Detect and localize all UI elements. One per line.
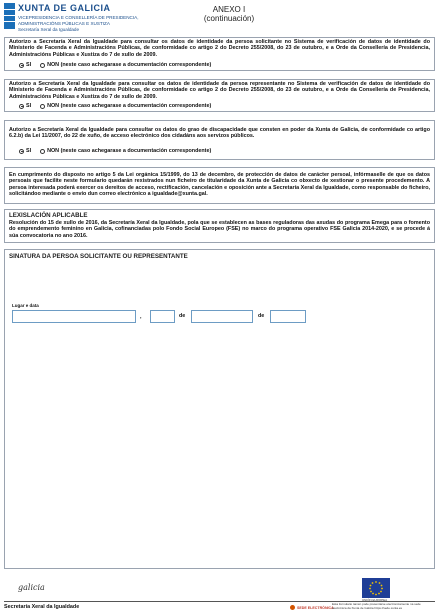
legislation-text: Resolución do 15 de xullo de 2016, da Secretaría Xeral da Igualdade, pola que se establecen as bases reguladoras das axudas do programa Emega para o fomento do emprendemento feminino en Galicia, cofinanciadas polo Fondo Social Europeo (FSE) no marco do programa operativo FSE Galicia 2014-2020, e se procede á súa convocatoria no ano 2016. bbox=[9, 220, 430, 239]
privacy-box bbox=[4, 167, 435, 204]
place-date-label: Lugar e data bbox=[12, 303, 39, 308]
org-title: XUNTA DE GALICIA bbox=[18, 3, 111, 13]
yes-label: SI bbox=[26, 148, 32, 154]
auth-disability-text: Autorizo a Secretaría Xeral da Igualdade para consultar os datos do grao de discapacidade que consten en poder da Xunta de Galicia, de conformidade co artigo 6.2.b) da Lei 11/2007, do 22 de xuño, de acceso electrónico dos cidadáns aos servizos públicos. bbox=[9, 127, 430, 140]
auth-disability-choices bbox=[19, 148, 220, 154]
no-label: NON (neste caso achegarase a documentación correspondente) bbox=[47, 103, 212, 109]
radio-unchecked-icon[interactable] bbox=[40, 104, 45, 109]
sede-electronica-label: SEDE ELECTRÓNICA bbox=[297, 605, 334, 610]
org-line-3: Secretaría Xeral da Igualdade bbox=[18, 27, 80, 32]
auth-representative-choices bbox=[19, 103, 220, 109]
place-input[interactable] bbox=[12, 310, 136, 323]
no-label: NON (neste caso achegarase a documentación correspondente) bbox=[47, 148, 212, 154]
comma-separator: , bbox=[140, 314, 142, 320]
day-input[interactable] bbox=[150, 310, 175, 323]
auth-disability-no[interactable] bbox=[40, 148, 211, 154]
annex-heading bbox=[194, 5, 264, 23]
sede-electronica-badge[interactable] bbox=[290, 605, 334, 610]
xunta-logo-icon bbox=[4, 3, 15, 29]
yes-label: SI bbox=[26, 103, 32, 109]
org-line-1: VICEPRESIDENCIA E CONSELLERÍA DE PRESIDENCIA, bbox=[18, 15, 139, 20]
sede-electronica-icon bbox=[290, 605, 295, 610]
auth-disability-box bbox=[4, 120, 435, 160]
yes-label: SI bbox=[26, 62, 32, 68]
legislation-title: LEXISLACIÓN APLICABLE bbox=[9, 212, 88, 219]
legislation-box bbox=[4, 209, 435, 243]
year-input[interactable] bbox=[270, 310, 306, 323]
annex-subtitle: (continuación) bbox=[203, 14, 255, 23]
annex-title: ANEXO I bbox=[212, 5, 246, 14]
footer-online-note: Esta formulario tamén pode presentarse electronicamente na sede electrónica da Xunta de Galicia https://sede.xunta.es bbox=[332, 602, 421, 610]
auth-representative-yes[interactable] bbox=[19, 103, 31, 109]
privacy-text: En cumprimento do disposto no artigo 5 da Lei orgánica 15/1999, do 13 de decembro, de protección de datos de carácter persoal, infórmaselle de que os datos persoais que facilite neste formulario quedarán rexistrados nun ficheiro de titularidade da Xunta de Galicia co obxecto de xestionar o presente procedemento. A persoa interesada poderá exercer os dereitos de acceso, rectificación, cancelación e oposición ante a Secretaría Xeral da Igualdade, como responsable do ficheiro, solicitándoo mediante o envío dun correo electrónico a igualdade@xunta.gal. bbox=[9, 172, 430, 197]
galicia-logo: galicia bbox=[18, 583, 45, 592]
radio-unchecked-icon[interactable] bbox=[40, 149, 45, 154]
de-separator-2: de bbox=[258, 313, 265, 319]
auth-applicant-box bbox=[4, 37, 435, 71]
radio-checked-icon[interactable] bbox=[19, 149, 24, 154]
signature-title: SINATURA DA PERSOA SOLICITANTE OU REPRESENTANTE bbox=[9, 253, 188, 260]
auth-applicant-no[interactable] bbox=[40, 62, 211, 68]
de-separator-1: de bbox=[179, 313, 186, 319]
auth-disability-yes[interactable] bbox=[19, 148, 31, 154]
month-input[interactable] bbox=[191, 310, 253, 323]
radio-unchecked-icon[interactable] bbox=[40, 63, 45, 68]
eu-flag-icon bbox=[362, 578, 390, 598]
signature-box bbox=[4, 249, 435, 569]
radio-checked-icon[interactable] bbox=[19, 104, 24, 109]
auth-representative-text: Autorizo a Secretaría Xeral da Igualdade para consultar os datos de identidade da persoa representante no Sistema de verificación de datos de identidade do Ministerio de Facenda e Administracións Públicas, de conformidade co artigo 2 do Decreto 255/2008, do 23 de outubro, e a Orde da Consellería de Presidencia, Administracións Públicas e Xustiza do 7 de xullo de 2009. bbox=[9, 81, 430, 100]
org-line-2: ADMINISTRACIÓNS PÚBLICAS E XUSTIZA bbox=[18, 21, 110, 26]
auth-representative-no[interactable] bbox=[40, 103, 211, 109]
auth-applicant-text: Autorizo a Secretaría Xeral da Igualdade para consultar os datos de identidade da persoa solicitante no Sistema de verificación de datos de identidade do Ministerio de Facenda e Administracións Públicas, de conformidade co artigo 2 do Decreto 255/2008, do 23 de outubro, e a Orde da Consellería de Presidencia, Administracións Públicas e Xustiza do 7 de xullo de 2009. bbox=[9, 39, 430, 58]
footer-department: Secretaría Xeral da Igualdade bbox=[4, 604, 80, 610]
no-label: NON (neste caso achegarase a documentación correspondente) bbox=[47, 62, 212, 68]
page-header bbox=[4, 3, 435, 33]
auth-representative-box bbox=[4, 79, 435, 112]
radio-checked-icon[interactable] bbox=[19, 63, 24, 68]
auth-applicant-yes[interactable] bbox=[19, 62, 31, 68]
auth-applicant-choices bbox=[19, 62, 220, 68]
eu-caption: UNIÓN EUROPEA bbox=[362, 598, 388, 602]
